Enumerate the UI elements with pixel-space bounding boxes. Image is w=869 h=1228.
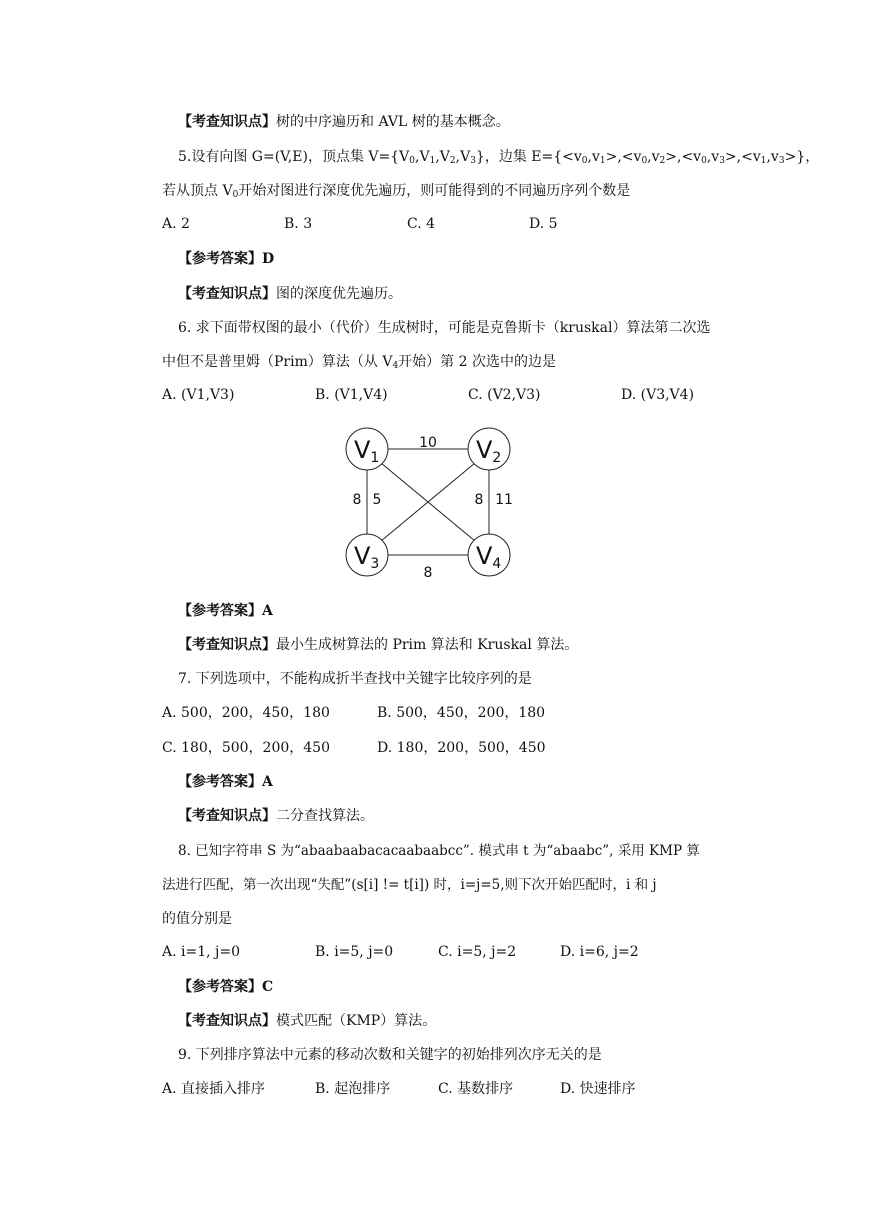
q6-stem-line2: 中但不是普里姆（Prim）算法（从 $V_4$开始）第 2 次选中的边是 [162, 354, 556, 371]
weight-v3-v4: 8 [423, 565, 433, 581]
q4-knowledge [178, 112, 510, 132]
weight-v1-v3-a: 8 [352, 492, 362, 508]
node-v1-label: V1 [354, 436, 380, 466]
weight-v1-v2: 10 [419, 435, 437, 451]
option-a: A. i=1, j=0 [162, 944, 241, 960]
option-b: B. 起泡排序 [315, 1081, 391, 1097]
weight-v2-v4-b: 11 [495, 492, 513, 508]
q7-stem: 7. 下列选项中，不能构成折半查找中关键字比较序列的是 [178, 671, 532, 687]
q8-knowledge: 【考查知识点】模式匹配（KMP）算法。 [178, 1013, 437, 1029]
q5-stem-line2: 若从顶点 $V_0$开始对图进行深度优先遍历，则可能得到的不同遍历序列个数是 [162, 183, 631, 200]
q6-knowledge: 【考查知识点】最小生成树算法的 Prim 算法和 Kruskal 算法。 [178, 637, 579, 653]
option-c: C. (V2,V3) [468, 387, 541, 403]
node-v2-label: V2 [476, 436, 502, 466]
option-d: D. (V3,V4) [621, 387, 695, 403]
q7-knowledge: 【考查知识点】二分查找算法。 [178, 808, 374, 824]
option-d: D. i=6, j=2 [560, 944, 639, 960]
q8-stem-line1: 8. 已知字符串 S 为“abaabaabacacaabaabcc”. 模式串 t 为“abaabc”, 采用 KMP 算 [178, 843, 700, 859]
knowledge-label: 【考查知识点】 [178, 114, 276, 130]
q8-stem-line2: 法进行匹配，第一次出现“失配”(s[i] != t[i]) 时，i=j=5,则下次开始匹配时，i 和 j [162, 877, 657, 893]
option-c: C. 基数排序 [438, 1081, 514, 1097]
option-d: D. 快速排序 [560, 1081, 636, 1097]
option-b: B. (V1,V4) [315, 387, 388, 403]
node-v3-label: V3 [354, 542, 380, 572]
option-b: B. i=5, j=0 [315, 944, 394, 960]
q9-stem: 9. 下列排序算法中元素的移动次数和关键字的初始排列次序无关的是 [178, 1047, 602, 1063]
q5-stem-line1: 5.设有向图 G=(V,E)，顶点集 $V=\{V_0,V_1,V_2,V_3\}$，边集 $E=\{<v_0,v_1>,<v_0,v_2>,<v_0,v_3>,<v_1,v_3>\}$， [178, 149, 820, 166]
option-a: A. 500，200，450，180 [162, 705, 330, 721]
option-b: B. 3 [284, 216, 313, 232]
option-a: A. (V1,V3) [162, 387, 235, 403]
q6-answer: 【参考答案】A [178, 603, 273, 619]
option-d: D. 180，200，500，450 [377, 740, 546, 756]
weighted-graph-diagram [330, 420, 530, 585]
q6-stem-line1: 6. 求下面带权图的最小（代价）生成树时，可能是克鲁斯卡（kruskal）算法第二次选 [178, 320, 711, 336]
node-v4-label: V4 [476, 542, 502, 572]
option-a: A. 2 [162, 216, 190, 232]
q8-answer: 【参考答案】C [178, 979, 274, 995]
q5-knowledge: 【考查知识点】图的深度优先遍历。 [178, 286, 402, 302]
q8-stem-line3: 的值分别是 [162, 911, 232, 927]
q7-answer: 【参考答案】A [178, 774, 273, 790]
option-c: C. i=5, j=2 [438, 944, 517, 960]
weight-v2-v4-a: 8 [474, 492, 484, 508]
weight-v1-v3-b: 5 [372, 492, 382, 508]
option-c: C. 180，500，200，450 [162, 740, 330, 756]
option-a: A. 直接插入排序 [162, 1081, 266, 1097]
knowledge-text: 树的中序遍历和 AVL 树的基本概念。 [276, 114, 510, 130]
option-b: B. 500，450，200，180 [377, 705, 546, 721]
q5-answer: 【参考答案】D [178, 251, 275, 267]
option-c: C. 4 [407, 216, 436, 232]
option-d: D. 5 [529, 216, 558, 232]
